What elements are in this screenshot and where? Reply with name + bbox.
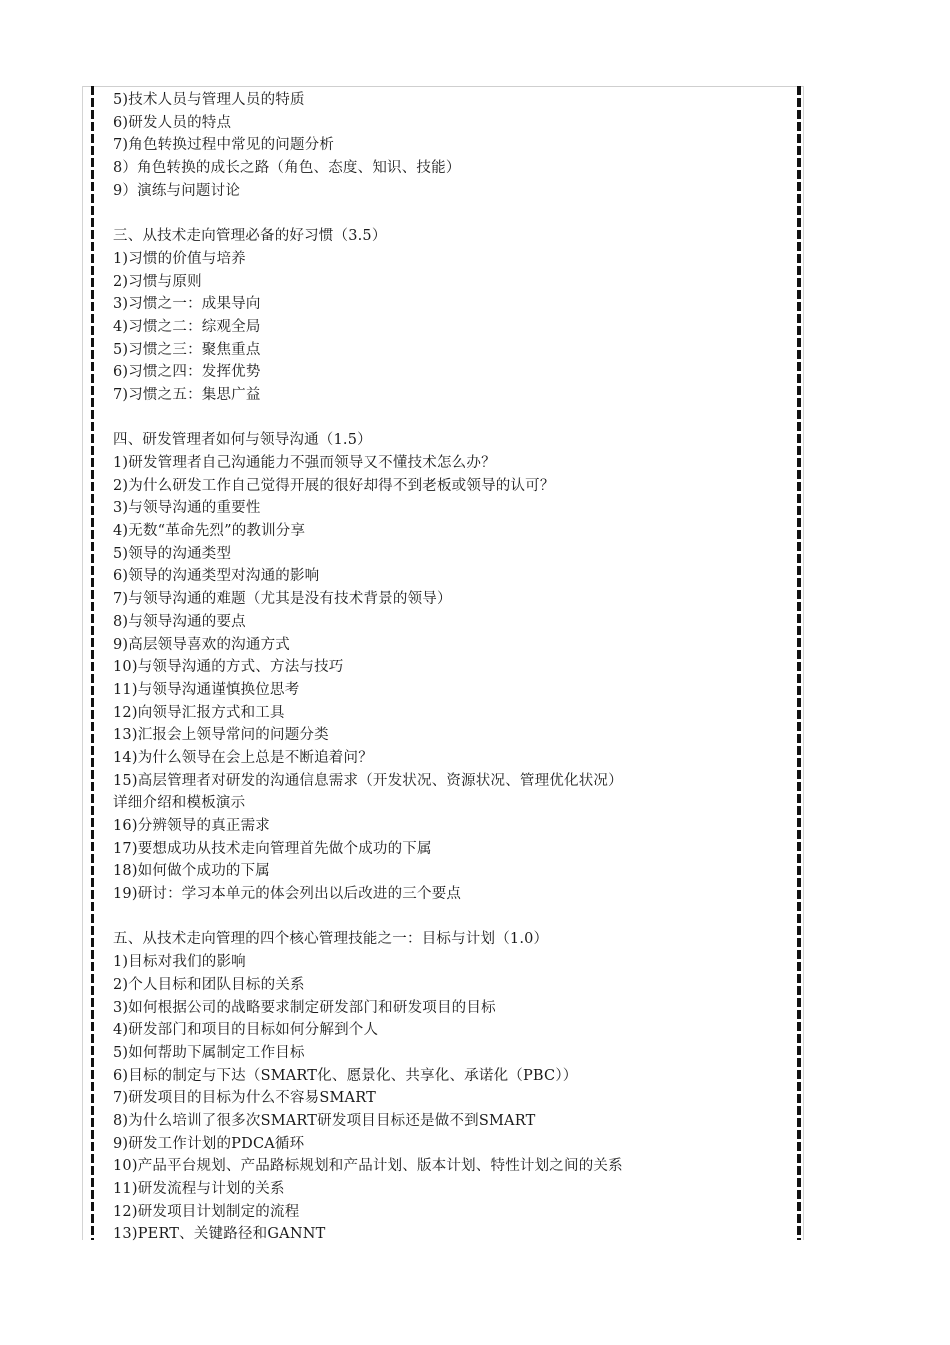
list-item: 8）角色转换的成长之路（角色、态度、知识、技能） — [113, 160, 461, 177]
list-item: 7)研发项目的目标为什么不容易SMART — [113, 1090, 376, 1107]
list-item: 7)角色转换过程中常见的问题分析 — [113, 137, 335, 154]
frame-top-border — [82, 86, 804, 87]
list-item: 3)与领导沟通的重要性 — [113, 500, 261, 517]
list-item: 9)研发工作计划的PDCA循环 — [113, 1135, 305, 1152]
list-item: 3)习惯之一：成果导向 — [113, 296, 261, 313]
section-block — [113, 429, 793, 905]
list-item: 16)分辨领导的真正需求 — [113, 818, 271, 834]
list-item: 2)为什么研发工作自己觉得开展的很好却得不到老板或领导的认可？ — [113, 477, 555, 494]
list-item: 4)无数“革命先烈”的教训分享 — [113, 523, 306, 540]
list-item: 8)与领导沟通的要点 — [113, 613, 246, 630]
paragraph-gap — [113, 407, 793, 430]
list-item: 6)习惯之四：发挥优势 — [113, 364, 261, 381]
list-item: 19)研讨：学习本单元的体会列出以后改进的三个要点 — [113, 886, 462, 903]
list-item: 5)习惯之三：聚焦重点 — [113, 341, 261, 358]
document-body — [113, 89, 793, 1246]
list-item: 11)与领导沟通谨慎换位思考 — [113, 681, 300, 698]
list-item: 1)习惯的价值与培养 — [113, 250, 246, 267]
list-item: 13)汇报会上领导常问的问题分类 — [113, 727, 329, 744]
frame-right-border — [803, 86, 804, 1240]
list-item: 10)产品平台规划、产品路标规划和产品计划、版本计划、特性计划之间的关系 — [113, 1158, 623, 1175]
list-item: 12)向领导汇报方式和工具 — [113, 704, 285, 721]
list-item: 14)为什么领导在会上总是不断追着问？ — [113, 749, 373, 766]
list-item: 1)目标对我们的影响 — [113, 954, 246, 971]
section-heading: 五、从技术走向管理的四个核心管理技能之一：目标与计划（1.0） — [113, 931, 549, 948]
list-item: 11)研发流程与计划的关系 — [113, 1181, 285, 1197]
section-block — [113, 225, 793, 407]
list-item: 12)研发项目计划制定的流程 — [113, 1203, 300, 1220]
frame-left-border — [82, 86, 83, 1240]
right-dashed-border — [797, 86, 801, 1240]
list-item: 17)要想成功从技术走向管理首先做个成功的下属 — [113, 840, 432, 857]
section-heading: 三、从技术走向管理必备的好习惯（3.5） — [113, 228, 387, 245]
list-item: 9）演练与问题讨论 — [113, 182, 241, 199]
list-item: 详细介绍和模板演示 — [113, 795, 246, 812]
list-item: 4)研发部门和项目的目标如何分解到个人 — [113, 1022, 379, 1039]
list-item: 18)如何做个成功的下属 — [113, 863, 271, 880]
list-item: 7)与领导沟通的难题（尤其是没有技术背景的领导） — [113, 591, 452, 608]
list-item: 2)个人目标和团队目标的关系 — [113, 976, 305, 993]
paragraph-gap — [113, 906, 793, 929]
list-item: 2)习惯与原则 — [113, 273, 202, 290]
list-item: 3)如何根据公司的战略要求制定研发部门和研发项目的目标 — [113, 999, 496, 1016]
list-item: 6)研发人员的特点 — [113, 114, 232, 131]
list-item: 1)研发管理者自己沟通能力不强而领导又不懂技术怎么办？ — [113, 455, 496, 471]
section-block — [113, 89, 793, 202]
list-item: 6)目标的制定与下达（SMART化、愿景化、共享化、承诺化（PBC）） — [113, 1067, 578, 1084]
list-item: 5)领导的沟通类型 — [113, 545, 232, 562]
left-dashed-border — [91, 86, 94, 1240]
list-item: 7)习惯之五：集思广益 — [113, 386, 261, 403]
list-item: 6)领导的沟通类型对沟通的影响 — [113, 568, 320, 585]
list-item: 4)习惯之二：综观全局 — [113, 318, 261, 335]
list-item: 5)技术人员与管理人员的特质 — [113, 92, 305, 108]
paragraph-gap — [113, 202, 793, 225]
list-item: 13)PERT、关键路径和GANNT — [113, 1226, 326, 1243]
section-block — [113, 928, 793, 1246]
list-item: 15)高层管理者对研发的沟通信息需求（开发状况、资源状况、管理优化状况） — [113, 772, 623, 789]
list-item: 8)为什么培训了很多次SMART研发项目目标还是做不到SMART — [113, 1112, 536, 1129]
list-item: 9)高层领导喜欢的沟通方式 — [113, 636, 290, 653]
section-heading: 四、研发管理者如何与领导沟通（1.5） — [113, 432, 372, 449]
list-item: 10)与领导沟通的方式、方法与技巧 — [113, 659, 344, 676]
list-item: 5)如何帮助下属制定工作目标 — [113, 1044, 305, 1061]
